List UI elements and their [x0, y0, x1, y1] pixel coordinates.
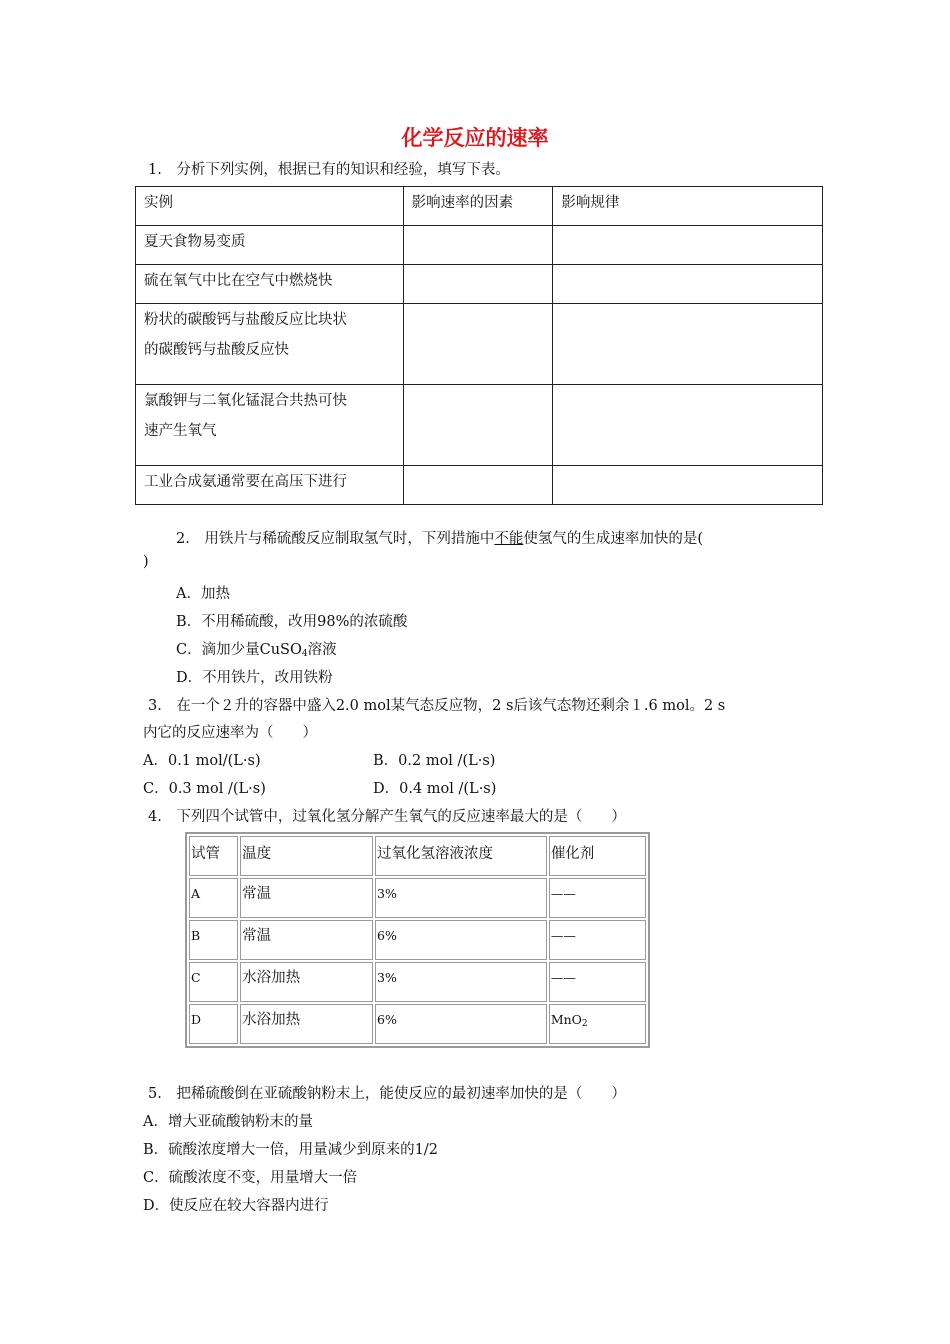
table-row — [136, 385, 823, 466]
q5-option-d[interactable]: D．使反应在较大容器内进行 — [143, 1198, 329, 1214]
table-row — [136, 265, 823, 304]
q1-header-rule: 影响规律 — [553, 187, 823, 226]
q5-stem: 5. 把稀硫酸倒在亚硫酸钠粉末上，能使反应的最初速率加快的是（ ） — [148, 1086, 626, 1102]
q2-option-c-text: C．滴加少量CuSO — [176, 642, 302, 658]
q4-temp: 常温 — [240, 878, 373, 918]
q4-header-temp: 温度 — [240, 836, 373, 876]
q1-example-cell: 硫在氧气中比在空气中燃烧快 — [136, 265, 404, 304]
q2-option-c-subscript: 4 — [301, 649, 308, 659]
table-row — [189, 878, 646, 918]
q4-stem: 4. 下列四个试管中，过氧化氢分解产生氧气的反应速率最大的是（ ） — [148, 809, 626, 825]
q4-catalyst-formula: MnO — [550, 1012, 582, 1027]
q3-stem-line2: 内它的反应速率为（ ） — [143, 725, 317, 741]
q1-example-line: 氯酸钾与二氧化锰混合共热可快 — [144, 393, 347, 409]
q2-stem-emphasis: 不能 — [494, 531, 524, 547]
q2-option-a[interactable]: A．加热 — [176, 586, 230, 602]
q2-stem-text: 使氢气的生成速率加快的是( — [523, 531, 703, 547]
q2-option-c-text: 溶液 — [307, 642, 337, 658]
q1-factor-blank[interactable] — [403, 385, 553, 466]
table-row — [189, 962, 646, 1002]
q5-option-b[interactable]: B．硫酸浓度增大一倍，用量减少到原来的1/2 — [143, 1142, 438, 1158]
q1-factor-blank[interactable] — [403, 304, 553, 385]
q3-option-a[interactable]: A．0.1 mol/(L·s) — [143, 753, 261, 769]
q1-header-factor: 影响速率的因素 — [403, 187, 553, 226]
q1-example-line: 的碳酸钙与盐酸反应快 — [144, 342, 289, 358]
page-title: 化学反应的速率 — [401, 126, 549, 150]
q1-table — [135, 186, 823, 505]
q4-conc: 6% — [375, 1004, 547, 1044]
q4-temp: 常温 — [240, 920, 373, 960]
q4-conc: 3% — [375, 878, 547, 918]
q3-option-c[interactable]: C．0.3 mol /(L·s) — [143, 781, 266, 797]
q1-header-example: 实例 — [136, 187, 404, 226]
q4-tube: B — [189, 920, 238, 960]
q4-catalyst-subscript: 2 — [581, 1019, 588, 1029]
q4-tube: A — [189, 878, 238, 918]
q4-header-tube: 试管 — [189, 836, 238, 876]
table-row — [136, 304, 823, 385]
table-row — [136, 466, 823, 505]
table-row — [189, 920, 646, 960]
q5-option-c[interactable]: C．硫酸浓度不变，用量增大一倍 — [143, 1170, 358, 1186]
q2-option-b[interactable]: B．不用稀硫酸，改用98%的浓硫酸 — [176, 614, 408, 630]
table-row — [189, 1004, 646, 1044]
q1-rule-blank[interactable] — [553, 304, 823, 385]
q4-tube: D — [189, 1004, 238, 1044]
q1-factor-blank[interactable] — [403, 466, 553, 505]
q4-conc: 6% — [375, 920, 547, 960]
q3-option-b[interactable]: B．0.2 mol /(L·s) — [373, 753, 496, 769]
q2-option-d[interactable]: D．不用铁片，改用铁粉 — [176, 670, 333, 686]
q1-example-cell: 夏天食物易变质 — [136, 226, 404, 265]
q3-stem-line1: 3. 在一个２升的容器中盛入2.0 mol某气态反应物，2 s后该气态物还剩余１.6 mol。2 s — [148, 698, 726, 714]
q4-header-conc: 过氧化氢溶液浓度 — [375, 836, 547, 876]
q1-rule-blank[interactable] — [553, 385, 823, 466]
q2-stem-text: 2. 用铁片与稀硫酸反应制取氢气时，下列措施中 — [176, 531, 495, 547]
q1-stem: 1. 分析下列实例，根据已有的知识和经验，填写下表。 — [148, 162, 510, 178]
q1-example-cell: 工业合成氨通常要在高压下进行 — [136, 466, 404, 505]
q3-option-d[interactable]: D．0.4 mol /(L·s) — [373, 781, 497, 797]
q2-stem — [176, 527, 703, 548]
q4-header-row — [189, 836, 646, 876]
q1-example-cell — [136, 304, 404, 385]
q5-option-a[interactable]: A．增大亚硫酸钠粉末的量 — [143, 1114, 313, 1130]
q1-example-line: 速产生氧气 — [144, 423, 217, 439]
q4-conc: 3% — [375, 962, 547, 1002]
q4-catalyst: —— — [549, 962, 646, 1002]
q1-rule-blank[interactable] — [553, 226, 823, 265]
q4-table — [185, 832, 650, 1048]
q4-catalyst — [549, 1004, 646, 1044]
q1-header-row — [136, 187, 823, 226]
q4-header-catalyst: 催化剂 — [549, 836, 646, 876]
q1-factor-blank[interactable] — [403, 226, 553, 265]
table-row — [136, 226, 823, 265]
q1-rule-blank[interactable] — [553, 466, 823, 505]
q4-temp: 水浴加热 — [240, 1004, 373, 1044]
q1-rule-blank[interactable] — [553, 265, 823, 304]
q4-temp: 水浴加热 — [240, 962, 373, 1002]
q2-stem-close: ) — [143, 554, 149, 570]
q4-tube: C — [189, 962, 238, 1002]
q1-example-cell — [136, 385, 404, 466]
q1-example-line: 粉状的碳酸钙与盐酸反应比块状 — [144, 312, 347, 328]
q4-catalyst: —— — [549, 920, 646, 960]
q1-factor-blank[interactable] — [403, 265, 553, 304]
q4-catalyst: —— — [549, 878, 646, 918]
q2-option-c[interactable] — [176, 638, 337, 659]
